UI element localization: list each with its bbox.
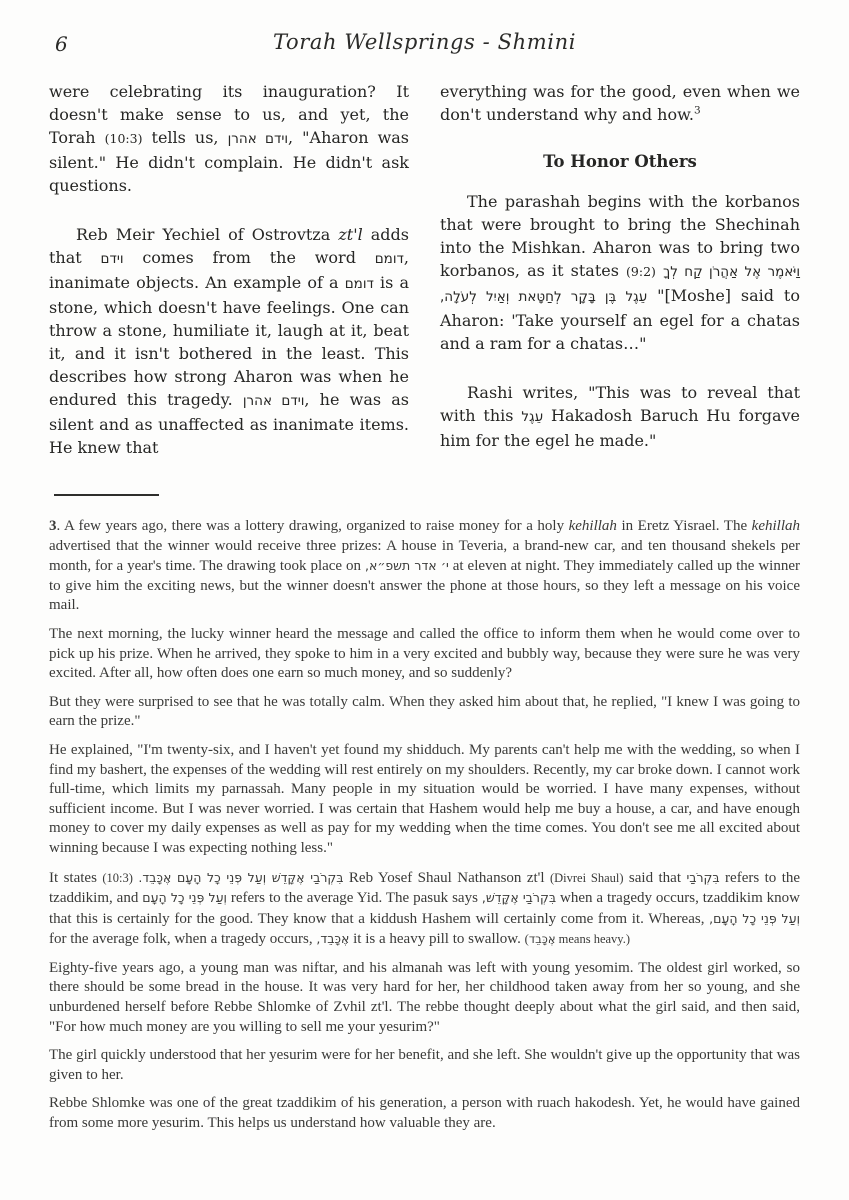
- text-segment: (9:2): [626, 264, 656, 279]
- text-segment: Rashi writes, "This was to reveal that with this: [440, 383, 800, 425]
- text-segment: [656, 261, 663, 280]
- right-column: [440, 80, 800, 459]
- text-segment: (: [524, 932, 529, 947]
- text-segment: , "Aharon was silent." He didn't complain. He didn't ask questions.: [49, 128, 410, 195]
- text-segment: Rebbe Shlomke was one of the great tzaddikim of his generation, a person with ruach hakodesh. Yet, he would have gained from some more yesurim. This helps us understand how valuable they are.: [49, 1095, 800, 1132]
- text-segment: when a tragedy occurs, tzaddikim know that this is certainly for the good. They know that a kiddush Hashem will certainly come from it. Whereas,: [49, 890, 801, 927]
- footnote-paragraph: [49, 693, 800, 732]
- footnote-separator: [54, 494, 159, 496]
- left-column: [49, 80, 409, 459]
- text-segment: is a stone, which doesn't have feelings. One can throw a stone, humiliate it, laugh at it, beat it, and it isn't bothered in the least. This describes how strong Aharon was when he endured this tragedy.: [49, 273, 409, 409]
- text-segment: The parashah begins with the korbanos that were brought to bring the Shechinah into the Mishkan. Aharon was to bring two korbanos, as it states: [440, 192, 800, 280]
- paragraph: [440, 80, 800, 126]
- text-segment: . A few years ago, there was a lottery drawing, organized to raise money for a holy: [56, 518, 569, 534]
- footnotes-section: [49, 517, 800, 1134]
- hebrew-text: דומם: [344, 276, 374, 292]
- page-title: Torah Wellsprings - Shmini: [272, 30, 577, 54]
- hebrew-text: בִּקְרֹבַי אֶקָּדֵשׁ,: [481, 890, 557, 906]
- text-segment: Reb Yosef Shaul Nathanson zt'l: [343, 869, 550, 886]
- text-segment: (10:3): [104, 131, 143, 146]
- hebrew-text: וְעַל פְּנֵי כָל הָעָם,: [709, 910, 800, 926]
- hebrew-text: וְעַל פְּנֵי כָל הָעָם: [142, 890, 227, 906]
- hebrew-text: וידם: [100, 251, 124, 267]
- text-segment: in Eretz Yisrael. The: [616, 518, 752, 534]
- hebrew-text: וידם אהרן: [227, 131, 289, 147]
- text-segment: To Honor Others: [543, 152, 697, 171]
- text-segment: , he was as silent and as unaffected as inanimate items. He knew that: [49, 390, 410, 457]
- section-heading: [440, 150, 800, 173]
- page-header: [49, 30, 800, 64]
- text-segment: Eighty-five years ago, a young man was niftar, and his almanah was left with young yesomim. The oldest girl worked, so there should be some bread in the house. It was very hard for her, her childhood taken away from her so young, and she unburdened herself before Rebbe Shlomke of Zvhil zt'l. The rebbe thought deeply about what the girl said, and then said, "For how much money are you willing to sell me your yesurim?": [49, 959, 800, 1035]
- text-segment: comes from the word: [123, 248, 375, 267]
- footnote-reference: 3: [694, 104, 701, 117]
- text-segment: tells us,: [142, 128, 228, 147]
- hebrew-text: וַיֹּאמֶר אֶל אַהֲרֹן קַח לְךָ עֵגֶל בֶּן בָּקָר לְחַטָּאת וְאַיִל לְעֹלָה,: [440, 264, 801, 305]
- page-number: 6: [55, 32, 68, 56]
- text-segment: "[Moshe] said to Aharon: 'Take yourself an egel for a chatas and a ram for a chatas…": [440, 286, 800, 353]
- text-segment: were celebrating its inauguration? It doesn't make sense to us, and yet, the Torah: [49, 82, 409, 147]
- text-segment: The girl quickly understood that her yesurim were for her benefit, and she left. She wouldn't give up the opportunity that was given to her.: [49, 1047, 800, 1083]
- footnote-paragraph: [49, 868, 800, 950]
- text-segment: Reb Meir Yechiel of Ostrovtza: [76, 225, 339, 244]
- text-segment: refers to the tzaddikim, and: [49, 869, 801, 907]
- text-segment: The next morning, the lucky winner heard the message and called the office to inform them when he would come over to pick up his prize. When he arrived, they spoke to him in a very excited and bubbly way, because they were sure he was very excited. After all, how often does one earn so much money, and so suddenly?: [49, 625, 800, 682]
- hebrew-text: דומם: [374, 251, 404, 267]
- hebrew-text: אֶכָּבֵד: [528, 932, 556, 947]
- hebrew-text: אֶכָּבֵד,: [316, 931, 350, 947]
- footnote-paragraph: [49, 625, 800, 684]
- text-segment: refers to the average Yid. The pasuk says: [226, 890, 482, 907]
- text-segment: said that: [623, 869, 687, 886]
- paragraph: [440, 381, 800, 452]
- text-segment: , inanimate objects. An example of a: [49, 248, 409, 292]
- footnote-paragraph: [49, 959, 800, 1037]
- hebrew-text: עֵגֶל: [521, 409, 544, 425]
- text-segment: means heavy.): [555, 932, 631, 947]
- text-segment: It states: [49, 869, 103, 886]
- hebrew-text: בִּקְרֹבַי אֶקָּדֵשׁ וְעַל פְּנֵי כָל הָעָם אֶכָּבֵד.: [138, 869, 344, 885]
- text-segment: adds that: [49, 225, 409, 267]
- hebrew-text: י׳ אדר תשפ״א,: [364, 558, 449, 574]
- text-segment: He explained, "I'm twenty-six, and I haven't yet found my shidduch. My parents can't help me with the wedding, so when I find my bashert, the expenses of the wedding will rest entirely on my shoulders. Recently, my car broke down. I cannot work full-time, which limits my parnassah. Many people in my situation would be worried. I have many expenses, without sufficient income. But I was never worried. I was certain that Hashem would help me buy a house, a car, and have enough money to cover my daily expenses as well as pay for my wedding when the time comes. You don't see me all excited about winning because I was expecting nothing less.": [49, 741, 800, 856]
- text-segment: it is a heavy pill to swallow.: [349, 931, 525, 948]
- footnote-paragraph: [49, 517, 800, 616]
- text-segment: for the average folk, when a tragedy occurs,: [49, 931, 317, 948]
- footnote-paragraph: [49, 741, 800, 859]
- text-segment: (Divrei Shaul): [549, 870, 624, 885]
- text-segment: 3: [49, 518, 57, 534]
- text-segment: advertised that the winner would receive three prizes: A house in Teveria, a brand-new car, and ten thousand shekels per month, for a year's time. The drawing took place on: [49, 537, 800, 575]
- text-segment: kehillah: [751, 518, 800, 534]
- text-segment: But they were surprised to see that he was totally calm. When they asked him about that, he replied, "I knew I was going to earn the prize.": [49, 693, 800, 730]
- hebrew-text: בִּקְרֹבַי: [686, 869, 720, 885]
- text-segment: (10:3): [102, 870, 133, 885]
- footnote-paragraph: [49, 1046, 800, 1085]
- hebrew-text: וידם אהרן: [242, 393, 305, 409]
- text-segment: everything was for the good, even when we don't understand why and how.: [440, 82, 800, 124]
- paragraph: [49, 80, 409, 197]
- text-segment: at eleven at night. They immediately called up the winner to give him the exciting news, but the winner doesn't answer the phone at those hours, so they left a message on his voice mail.: [49, 558, 800, 614]
- footnote-paragraph: [49, 1094, 800, 1133]
- text-segment: zt'l: [338, 225, 363, 244]
- text-segment: kehillah: [568, 518, 617, 534]
- text-segment: Hakadosh Baruch Hu forgave him for the egel he made.": [440, 406, 801, 450]
- main-text-columns: [49, 80, 800, 459]
- paragraph: [49, 223, 409, 459]
- paragraph: [440, 190, 800, 355]
